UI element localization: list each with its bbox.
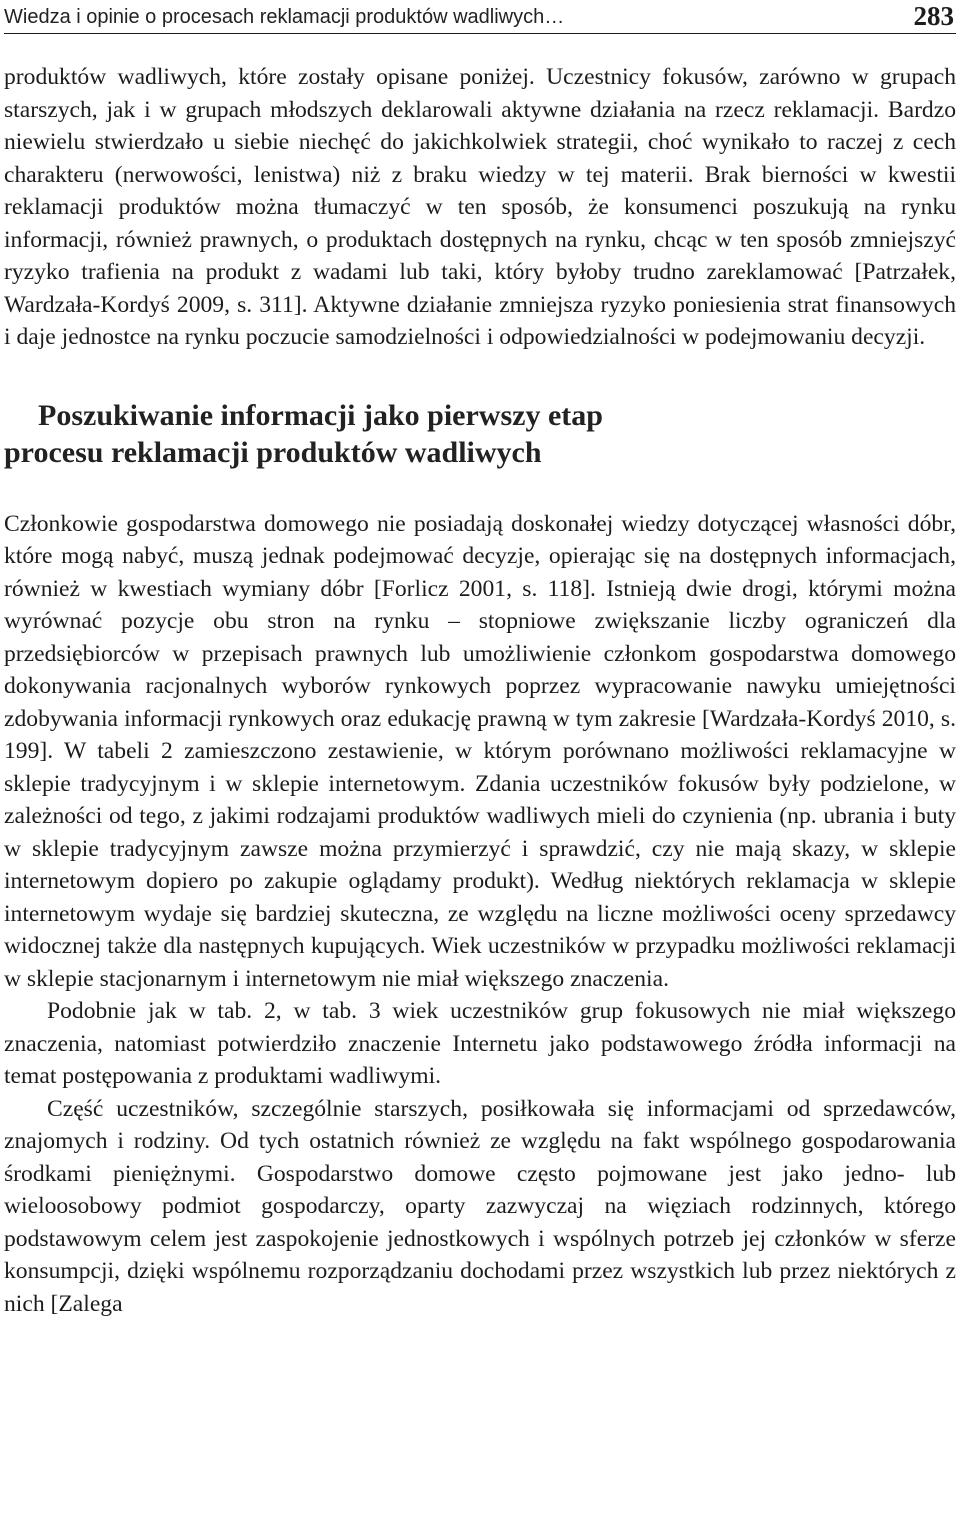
body-text <box>4 61 956 1320</box>
paragraph: Członkowie gospodarstwa domowego nie posiadają doskonałej wiedzy dotyczącej własności dóbr, które mogą nabyć, muszą jednak podejmować decyzje, opierając się na dostępnych informacjach, również w kwestiach wymiany dóbr [Forlicz 2001, s. 118]. Istnieją dwie drogi, którymi można wyrównać pozycje obu stron na rynku – stopniowe zwiększanie liczby ograniczeń dla przedsiębiorców w przepisach prawnych lub umożliwienie członkom gospodarstwa domowego dokonywania racjonalnych wyborów rynkowych poprzez wypracowanie nawyku umiejętności zdobywania informacji rynkowych oraz edukację prawną w tym zakresie [Wardzała-Kordyś 2010, s. 199]. W tabeli 2 zamieszczono zestawienie, w którym porównano możliwości reklamacyjne w sklepie tradycyjnym i w sklepie internetowym. Zdania uczestników fokusów były podzielone, w zależności od tego, z jakimi rodzajami produktów wadliwych mieli do czynienia (np. ubrania i buty w sklepie tradycyjnym zawsze można przymierzyć i sprawdzić, czy nie mają skazy, w sklepie internetowym dopiero po zakupie oglądamy produkt). Według niektórych reklamacja w sklepie internetowym wydaje się bardziej skuteczna, ze względu na liczne możliwości oceny sprzedawcy widocznej także dla następnych kupujących. Wiek uczestników w przypadku możliwości reklamacji w sklepie stacjonarnym i internetowym nie miał większego znaczenia. <box>4 510 956 992</box>
running-header <box>4 0 956 34</box>
page-number: 283 <box>913 1 954 31</box>
paragraph: Podobnie jak w tab. 2, w tab. 3 wiek uczestników grup fokusowych nie miał większego znaczenia, natomiast potwierdziło znaczenie Internetu jako podstawowego źródła informacji na temat postępowania z produktami wadliwymi. <box>4 998 956 1089</box>
section-title-line-1: Poszukiwanie informacji jako pierwszy etap <box>38 398 603 432</box>
running-title: Wiedza i opinie o procesach reklamacji produktów wadliwych… <box>4 6 565 28</box>
paragraph-continuation: produktów wadliwych, które zostały opisane poniżej. Uczestnicy fokusów, zarówno w grupach starszych, jak i w grupach młodszych deklarowali aktywne działania na rzecz reklamacji. Bardzo niewielu stwierdzało u siebie niechęć do jakichkolwiek strategii, choć wynikało to raczej z cech charakteru (nerwowości, lenistwa) niż z braku wiedzy w tej materii. Brak bierności w kwestii reklamacji produktów można tłumaczyć w ten sposób, że konsumenci poszukują na rynku informacji, również prawnych, o produktach dostępnych na rynku, chcąc w ten sposób zmniejszyć ryzyko trafienia na produkt z wadami lub taki, który byłoby trudno zareklamować [Patrzałek, Wardzała-Kordyś 2009, s. 311]. Aktywne działanie zmniejsza ryzyko poniesienia strat finansowych i daje jednostce na rynku poczucie samodzielności i odpowiedzialności w podejmowaniu decyzji. <box>4 64 956 350</box>
section-heading <box>4 397 956 471</box>
section-number <box>4 397 38 434</box>
section-title-line-2: procesu reklamacji produktów wadliwych <box>4 435 542 469</box>
document-page <box>4 0 956 1320</box>
paragraph: Część uczestników, szczególnie starszych, posiłkowała się informacjami od sprzedawców, znajomych i rodziny. Od tych ostatnich również ze względu na fakt wspólnego gospodarowania środkami pieniężnymi. Gospodarstwo domowe często pojmowane jest jako jedno- lub wieloosobowy podmiot gospodarczy, oparty zazwyczaj na więziach rodzinnych, którego podstawowym celem jest zaspokojenie jednostkowych i wspólnych potrzeb jej członków w sferze konsumpcji, dzięki wspólnemu rozporządzaniu dochodami przez wszystkich lub przez niektórych z nich [Zalega <box>4 1095 956 1317</box>
